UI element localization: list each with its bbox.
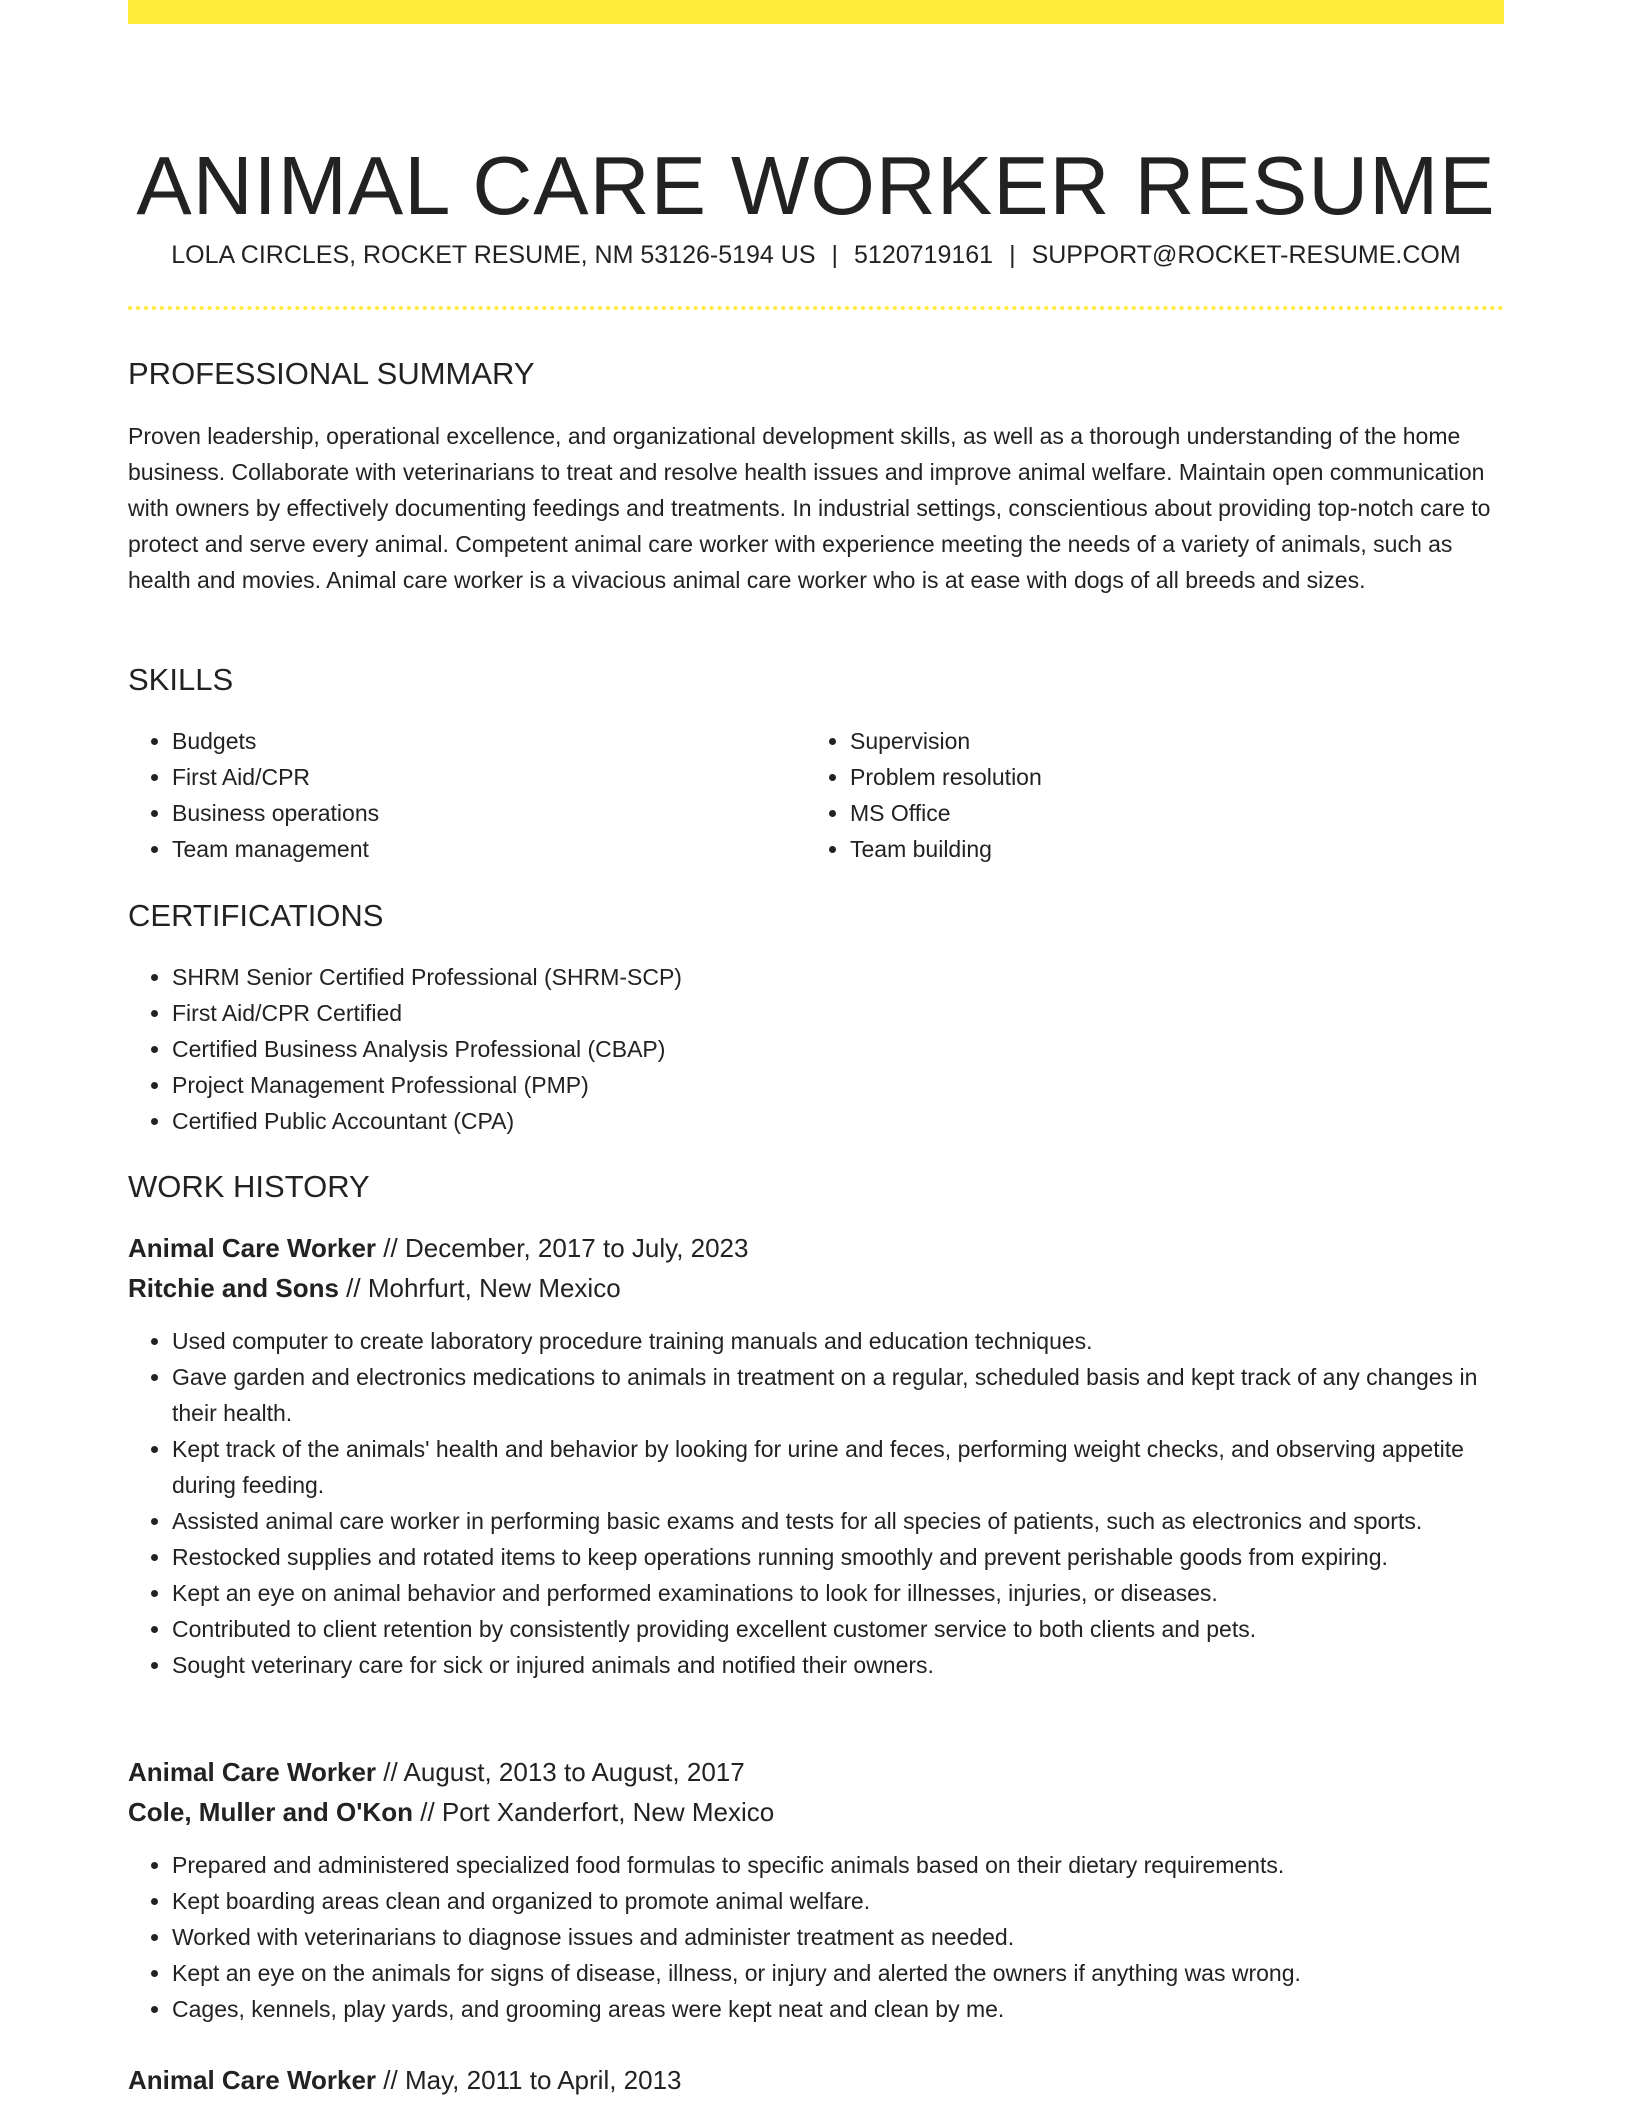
separator: |	[1009, 241, 1016, 269]
top-accent-bar	[128, 0, 1504, 24]
job-title-line	[128, 1230, 748, 1266]
job-location: // Mohrfurt, New Mexico	[346, 1273, 621, 1303]
separator: |	[831, 241, 839, 269]
list-item: • Kept an eye on animal behavior and performed examinations to look for illnesses, injuries, or diseases.	[172, 1575, 1504, 1611]
job-company: Cole, Muller and O'Kon	[128, 1797, 413, 1827]
job-location: // Port Xanderfort, New Mexico	[420, 1797, 775, 1827]
list-item: • First Aid/CPR	[172, 759, 812, 795]
work-history-heading: WORK HISTORY	[128, 1169, 370, 1204]
job-bullets	[128, 1323, 1504, 1683]
job-title: Animal Care Worker	[128, 1757, 377, 1787]
list-item: • Kept track of the animals' health and behavior by looking for urine and feces, performing weight checks, and observing appetite during feeding.	[172, 1431, 1504, 1503]
list-item: • First Aid/CPR Certified	[172, 995, 1502, 1031]
certifications-heading: CERTIFICATIONS	[128, 898, 384, 933]
phone: 5120719161	[854, 241, 994, 269]
summary-heading: PROFESSIONAL SUMMARY	[128, 356, 535, 391]
email: SUPPORT@ROCKET-RESUME.COM	[1031, 241, 1461, 269]
job-dates: // May, 2011 to April, 2013	[383, 2065, 682, 2095]
list-item: • Assisted animal care worker in performing basic exams and tests for all species of patients, such as electronics and sports.	[172, 1503, 1504, 1539]
list-item: • Team building	[850, 831, 1490, 867]
list-item: • Budgets	[172, 723, 812, 759]
list-item: • Supervision	[850, 723, 1490, 759]
list-item: • Team management	[172, 831, 812, 867]
list-item: • Certified Business Analysis Professional (CBAP)	[172, 1031, 1502, 1067]
list-item: • Kept boarding areas clean and organized to promote animal welfare.	[172, 1883, 1504, 1919]
certifications-list	[128, 959, 1502, 1139]
list-item: • Worked with veterinarians to diagnose issues and administer treatment as needed.	[172, 1919, 1504, 1955]
skills-list-left	[128, 723, 812, 867]
address: LOLA CIRCLES, ROCKET RESUME, NM 53126-5194 US	[171, 241, 816, 269]
job-title-line	[128, 1754, 745, 1790]
list-item: • Gave garden and electronics medications to animals in treatment on a regular, scheduled basis and kept track of any changes in their health.	[172, 1359, 1504, 1431]
summary-text: Proven leadership, operational excellence, and organizational development skills, as well as a thorough understanding of the home business. Collaborate with veterinarians to treat and resolve health issues and improve animal welfare. Maintain open communication with owners by effectively documenting feedings and treatments. In industrial settings, conscientious about providing top-notch care to protect and serve every animal. Competent animal care worker with experience meeting the needs of a variety of animals, such as health and movies. Animal care worker is a vivacious animal care worker who is at ease with dogs of all breeds and sizes.	[128, 423, 1491, 593]
skills-list-right	[806, 723, 1490, 867]
list-item: • Prepared and administered specialized food formulas to specific animals based on their dietary requirements.	[172, 1847, 1504, 1883]
list-item: • Used computer to create laboratory procedure training manuals and education techniques.	[172, 1323, 1504, 1359]
list-item: • Cages, kennels, play yards, and grooming areas were kept neat and clean by me.	[172, 1991, 1504, 2027]
list-item: • Sought veterinary care for sick or injured animals and notified their owners.	[172, 1647, 1504, 1683]
contact-line	[128, 238, 1504, 272]
list-item: • Certified Public Accountant (CPA)	[172, 1103, 1502, 1139]
job-dates: // August, 2013 to August, 2017	[383, 1757, 745, 1787]
skills-heading: SKILLS	[128, 662, 234, 697]
job-company-line	[128, 1794, 774, 1830]
list-item: • Business operations	[172, 795, 812, 831]
list-item: • Kept an eye on the animals for signs of disease, illness, or injury and alerted the owners if anything was wrong.	[172, 1955, 1504, 1991]
job-company-line	[128, 1270, 621, 1306]
list-item: • SHRM Senior Certified Professional (SHRM-SCP)	[172, 959, 1502, 995]
header-divider	[128, 306, 1504, 310]
job-title-line	[128, 2062, 682, 2098]
list-item: • Contributed to client retention by consistently providing excellent customer service to both clients and pets.	[172, 1611, 1504, 1647]
resume-title: ANIMAL CARE WORKER RESUME	[136, 138, 1496, 232]
list-item: • Restocked supplies and rotated items to keep operations running smoothly and prevent perishable goods from expiring.	[172, 1539, 1504, 1575]
list-item: • Project Management Professional (PMP)	[172, 1067, 1502, 1103]
job-title: Animal Care Worker	[128, 1233, 377, 1263]
list-item: • Problem resolution	[850, 759, 1490, 795]
job-company: Ritchie and Sons	[128, 1273, 339, 1303]
job-bullets	[128, 1847, 1504, 2027]
list-item: • MS Office	[850, 795, 1490, 831]
job-dates: // December, 2017 to July, 2023	[383, 1233, 749, 1263]
job-title: Animal Care Worker	[128, 2065, 377, 2095]
